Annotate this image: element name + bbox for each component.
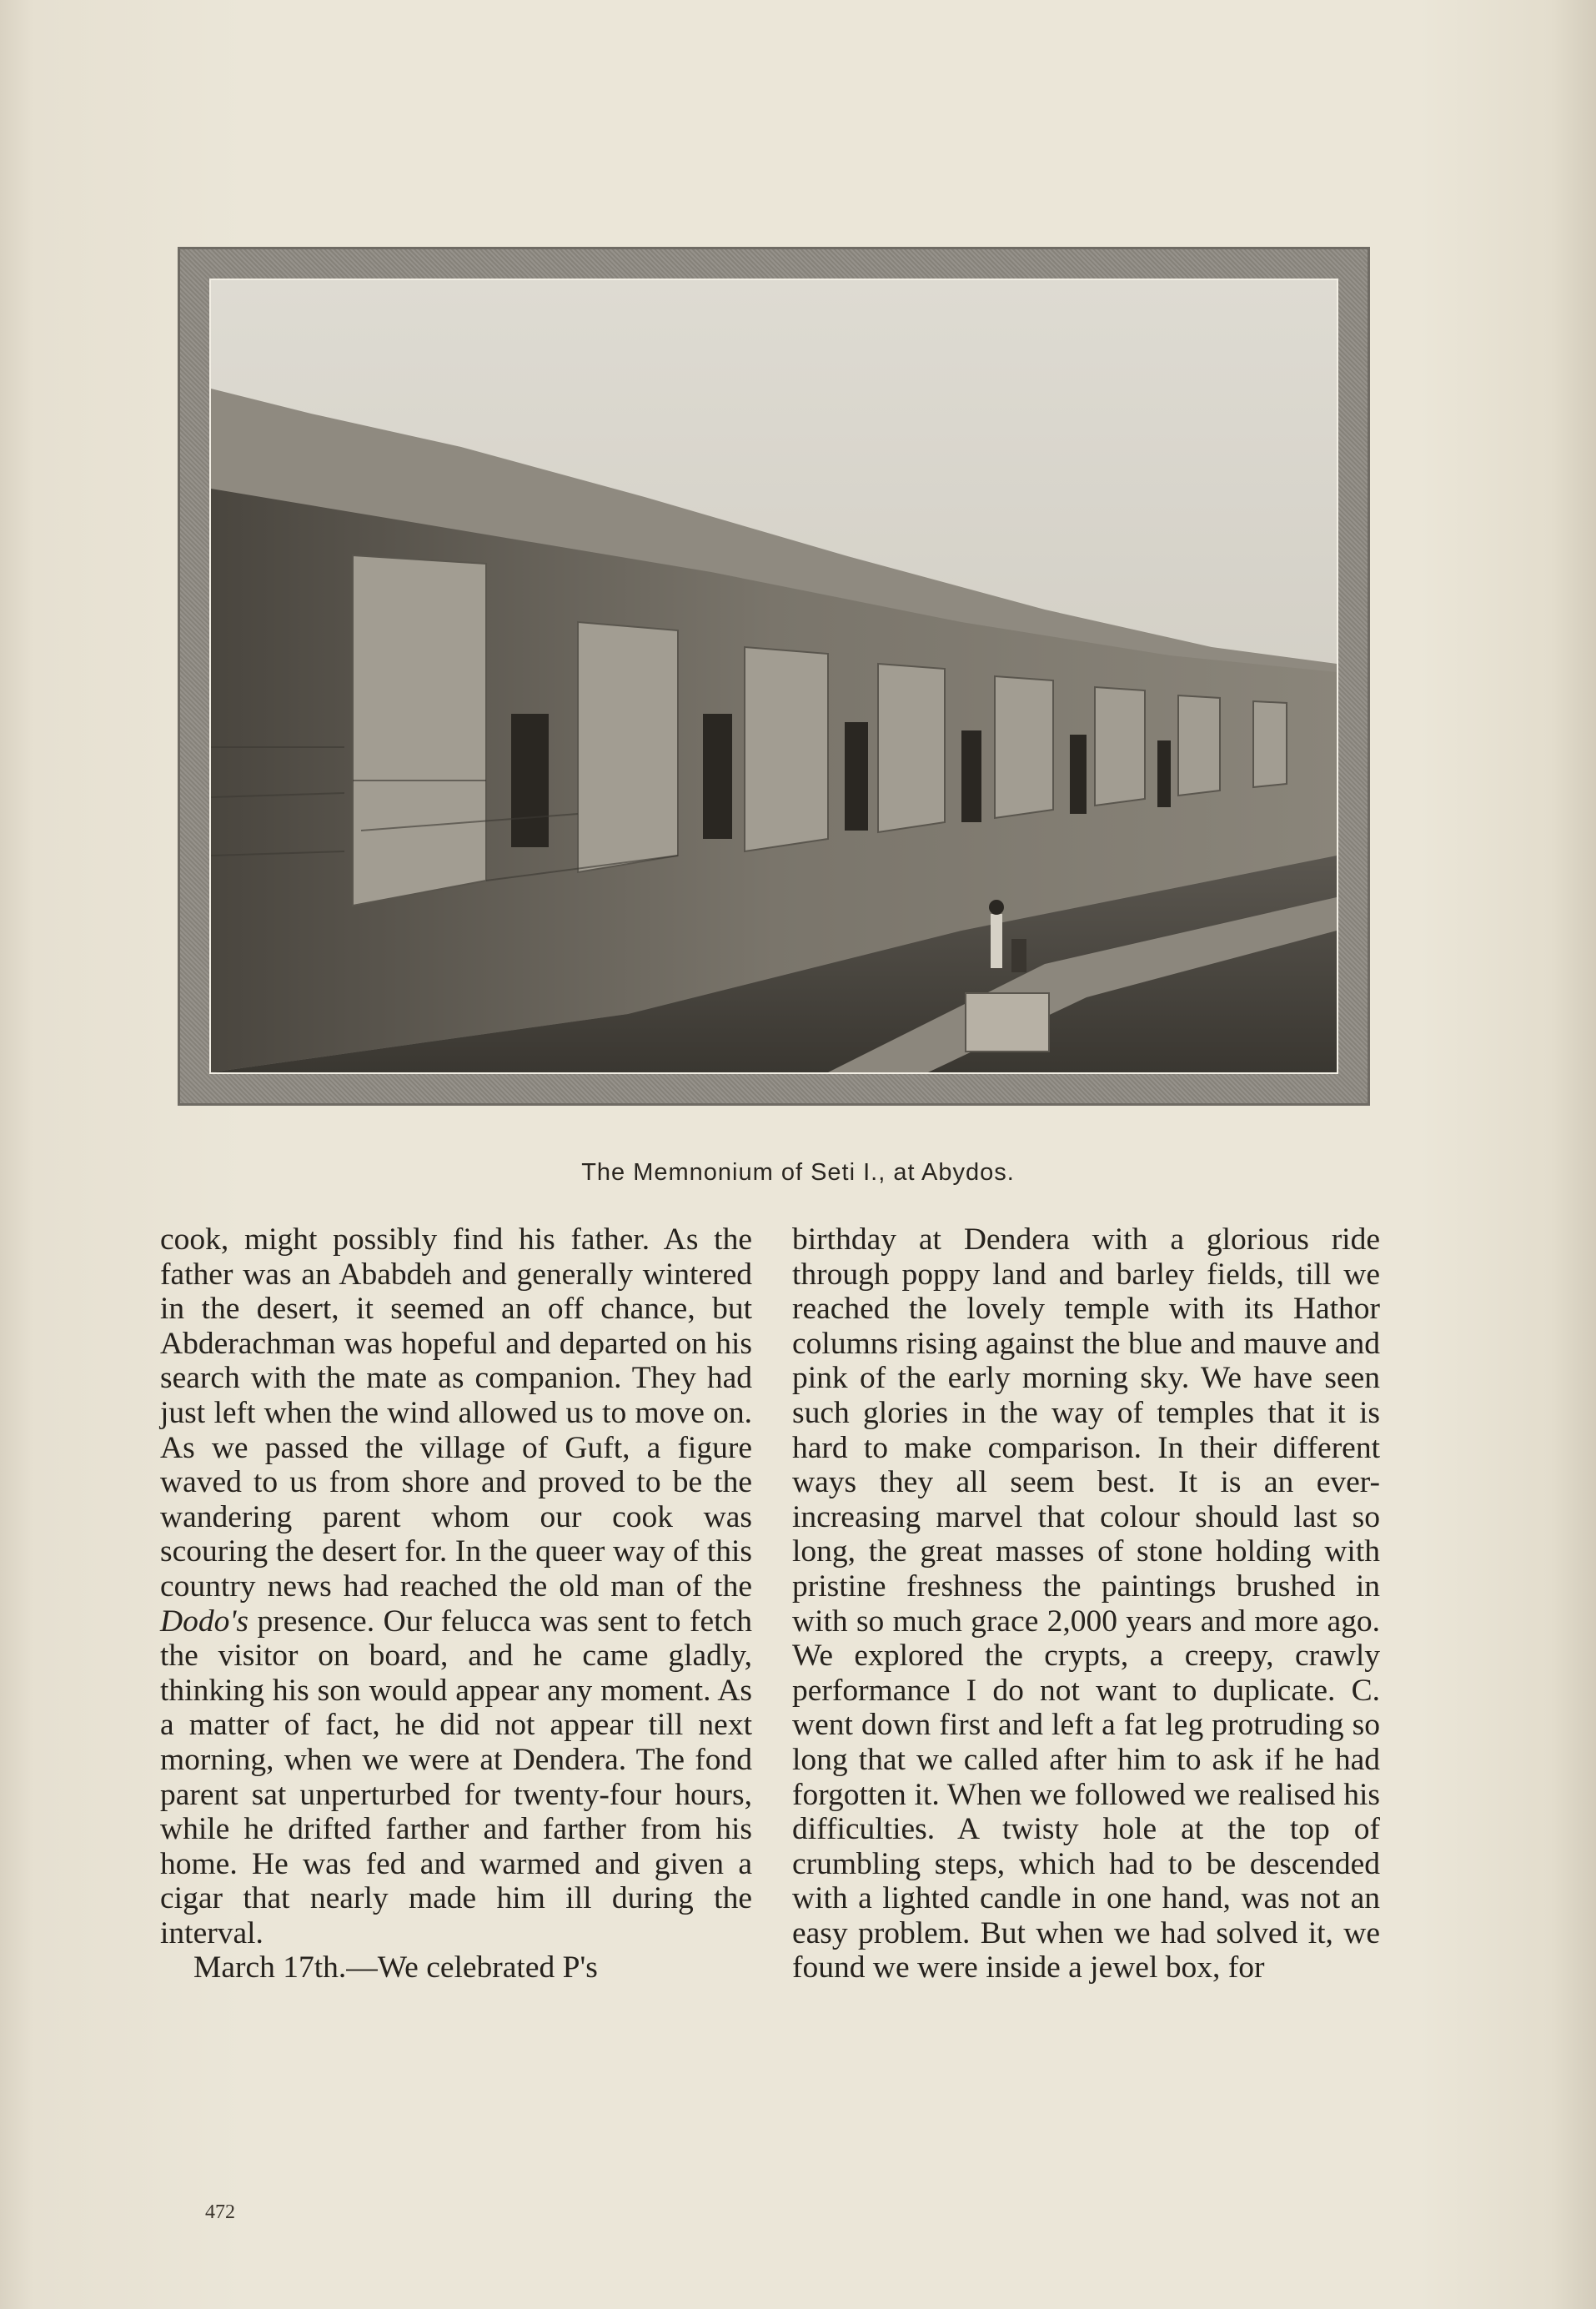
temple-photo [211, 280, 1337, 1072]
photo-frame [178, 247, 1370, 1106]
left-paragraph-1-end: presence. Our felucca was sent to fetch the visitor on board, and he came gladly, thinking his son would appear any moment. As a matter of fact, he did not appear till next morning, when we were at Dendera. The fond parent sat unperturbed for twenty-four hours, while he drifted farther and farther from his home. He was fed and warmed and given a cigar that nearly made him ill during the interval. [160, 1604, 752, 1950]
ship-name: Dodo's [160, 1604, 248, 1639]
left-paragraph-2: March 17th.—We celebrated P's [193, 1950, 598, 1985]
right-paragraph: birthday at Dendera with a glorious ride through poppy land and barley fields, till we reached the lovely temple with its Hathor columns rising against the blue and mauve and pink of the early morning sky. We have seen such glories in the way of temples that it is hard to make comparison. In their different ways they all seem best. It is an ever-increasing marvel that colour should last so long, the great masses of stone holding with pristine freshness the paintings brushed in with so much grace 2,000 years and more ago. We explored the crypts, a creepy, crawly performance I do not want to duplicate. C. went down first and left a fat leg protruding so long that we called after him to ask if he had forgotten it. When we followed we realised his difficulties. A twisty hole at the top of crumbling steps, which had to be descended with a lighted candle in one hand, was not an easy problem. But when we had solved it, we found we were inside a jewel box, for [792, 1222, 1380, 1985]
left-paragraph-1 [160, 1222, 752, 1950]
left-column [160, 1222, 752, 1985]
page-number: 472 [205, 2201, 235, 2223]
temple-photo-icon [211, 280, 1337, 1072]
left-paragraph-1-text: cook, might possibly find his father. As the father was an Ababdeh and generally wintered in the desert, it seemed an off chance, but Abderachman was hopeful and departed on his search with the mate as companion. They had just left when the wind allowed us to move on. As we passed the village of Guft, a figure waved to us from shore and proved to be the wandering parent whom our cook was scouring the desert for. In the queer way of this country news had reached the old man of the [160, 1222, 752, 1604]
right-column [792, 1222, 1380, 1985]
figure-caption: The Memnonium of Seti I., at Abydos. [581, 1159, 1015, 1186]
